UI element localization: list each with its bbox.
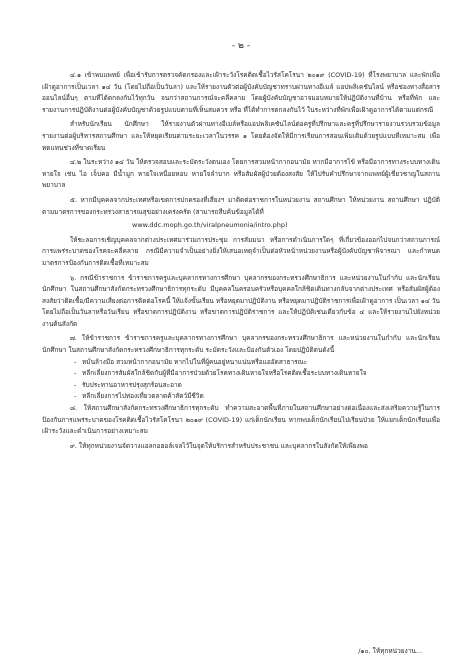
paragraph-p2: สำหรับนักเรียน นักศึกษา ให้รายงานตัวผ่านทางอีเมล์หรือแอปพลิเคชันไลน์ต่อครูที่ปรึกษาและครูที่ปรึกษารายงานรวบรวมข้อมูลรายงานต่อผู้บริหารสถานศึกษา และให้หยุดเรียนตามระยะเวลาในวรรค ๑ โดยต้องจัดให้มีการเรียนการสอนเพิ่มเติมด้วยรูปแบบที่เหมาะสม เพื่อทดแทนช่วงที่ขาดเรียน: [42, 120, 440, 152]
precaution-list: [42, 357, 440, 403]
continuation-note: /๑๐. ให้ทุกหน่วยงาน...: [358, 647, 422, 655]
paragraph-p7: ๖. กรณีข้าราชการ ข้าราชการครูและบุคลากรทางการศึกษา บุคลากรของกระทรวงศึกษาธิการ และหน่วยงานในกำกับ และนักเรียน นักศึกษา ในสถานศึกษาสังกัดกระทรวงศึกษาธิการทุกระดับ มีบุคคลในครอบครัวหรือบุคคลใกล้ชิดเดินทางกลับจากต่างประเทศ หรือสัมผัสผู้ต้องสงสัยว่าติดเชื้อ/มีความเสี่ยงต่อการติดต่อโรคนี้ ให้แจ้งขั้นเรียน หรือหยุดมาปฏิบัติงาน หรือหยุดมาปฏิบัติราชการเพื่อเฝ้าดูอาการ เป็นเวลา ๑๔ วัน โดยไม่ถือเป็นวันลาหรือวันเรียน หรือขาดการปฏิบัติงาน หรือขาดการปฏิบัติราชการ และให้ปฏิบัติเช่นเดียวกับข้อ ๔ และให้รายงานไปยังหน่วยงานต้นสังกัด: [42, 273, 441, 328]
list-item: - หมั่นล้างมือ สวมหน้ากากอนามัย หากไปในที่ผู้คนอยู่หนาแน่นหรือแออัดสาธารณะ: [42, 357, 440, 369]
paragraph-p10: ๙. ให้ทุกหน่วยงานจัดวางแอลกอฮอล์เจลไว้ในจุดให้บริการสำหรับประชาชน และบุคลากรในสังกัดให้เพียงพอ: [70, 441, 368, 450]
page-number: - ๒ -: [231, 41, 251, 51]
list-item: - รับประทานอาหารปรุงสุกร้อนสะอาด: [42, 380, 440, 392]
paragraph-p6: ให้ชะลอการเชิญบุคคลจากต่างประเทศมาร่วมการประชุม การสัมมนา หรือการดำเนินการใดๆ ที่เกี่ยวข้องออกไปจนกว่าสถานการณ์การแพร่ระบาดของโรคจะคลี่คลาย กรณีมีความจำเป็นอย่างยิ่งให้เสนอเหตุจำเป็นต่อหัวหน้าหน่วยงานหรือผู้บังคับบัญชาพิจารณา และกำหนดมาตรการป้องกันการติดเชื้อที่เหมาะสม: [42, 235, 440, 267]
paragraph-p9: ๘. ให้สถานศึกษาสังกัดกระทรวงศึกษาธิการทุกระดับ ทำความสะอาดพื้นที่ภายในสถานศึกษาอย่างต่อเนื่องและส่งเสริมความรู้ในการป้องกันการแพร่ระบาดของโรคติดเชื้อไวรัสโคโรนา ๒๐๑๙ (COVID-19) แก่เด็กนักเรียน หากพบเด็กนักเรียนไปเรียนป่วย ให้แยกเด็กนักเรียนเพื่อเฝ้าระวังและดำเนินการอย่างเหมาะสม: [42, 404, 440, 436]
paragraph-p5: www.ddc.moph.go.th/viralpneumonia/intro.php): [132, 221, 288, 230]
paragraph-p8: ๗. ให้ข้าราชการ ข้าราชการครูและบุคลากรทางการศึกษา บุคลากรของกระทรวงศึกษาธิการ และหน่วยงานในกำกับ และนักเรียน นักศึกษา ในสถานศึกษาสังกัดกระทรวงศึกษาธิการทุกระดับ ระมัดระวังและป้องกันตัวเอง โดยปฏิบัติตนดังนี้: [42, 334, 440, 355]
list-item: - หลีกเลี่ยงการไปท่องเที่ยวตลาดค้าสัตว์มีชีวิต: [42, 391, 440, 403]
paragraph-p1: ๔.๑ เข้าพบแพทย์ เพื่อเข้ารับการตรวจคัดกรองและเฝ้าระวังโรคติดเชื้อไวรัสโคโรนา ๒๐๑๙ (COVID-19) ที่โรงพยาบาล และพักเพื่อเฝ้าดูอาการเป็นเวลา ๑๔ วัน (โดยไม่ถือเป็นวันลา) และให้รายงานตัวต่อผู้บังคับบัญชาทราบผ่านทางอีเมล์ แอปพลิเคชันไลน์ หรือช่องทางสื่อสารออนไลน์อื่นๆ ตามที่ได้ตกลงกันไว้ทุกวัน จนกว่าสถานการณ์จะคลี่คลาย โดยผู้บังคับบัญชาอาจมอบหมายให้ปฏิบัติงานที่บ้าน หรือที่พัก และรายงานการปฏิบัติงานต่อผู้บังคับบัญชาด้วยรูปแบบตามที่เห็นสมควร หรือ ที่ได้ทำการตกลงกันไว้ ในระหว่างที่พักเพื่อเฝ้าดูอาการได้ตามแต่กรณี: [42, 71, 440, 114]
paragraph-p4: ๕. หากมีบุคคลจากประเทศหรือเขตการปกครองที่เสี่ยงฯ มาติดต่อราชการในหน่วยงาน สถานศึกษา ให้หน่วยงาน สถานศึกษา ปฏิบัติตามมาตรการของกระทรวงสาธารณสุขอย่างเคร่งครัด (สามารถสืบค้นข้อมูลได้ที่: [42, 195, 440, 216]
list-item: - หลีกเลี่ยงการสัมผัสใกล้ชิดกับผู้ที่มีอาการป่วยด้วยโรคทางเดินหายใจหรือโรคติดเชื้อระบบทางเดินหายใจ: [42, 368, 440, 380]
document-body-continued: [42, 403, 440, 452]
paragraph-p3: ๔.๒ ในระหว่าง ๑๔ วัน ให้ตรวจสอบและระมัดระวังตนเอง โดยการสวมหน้ากากอนามัย หากมีอาการไข้ หรือมีอาการทางระบบทางเดินหายใจ เช่น ไอ เจ็บคอ มีน้ำมูก หายใจเหนื่อยหอบ หายใจลำบาก หรือสัมผัสผู้ป่วยต้องสงสัย ให้ไปรับคำปรึกษาจากแพทย์ผู้เชี่ยวชาญในสถานพยาบาล: [42, 158, 440, 190]
document-body: [42, 70, 440, 357]
